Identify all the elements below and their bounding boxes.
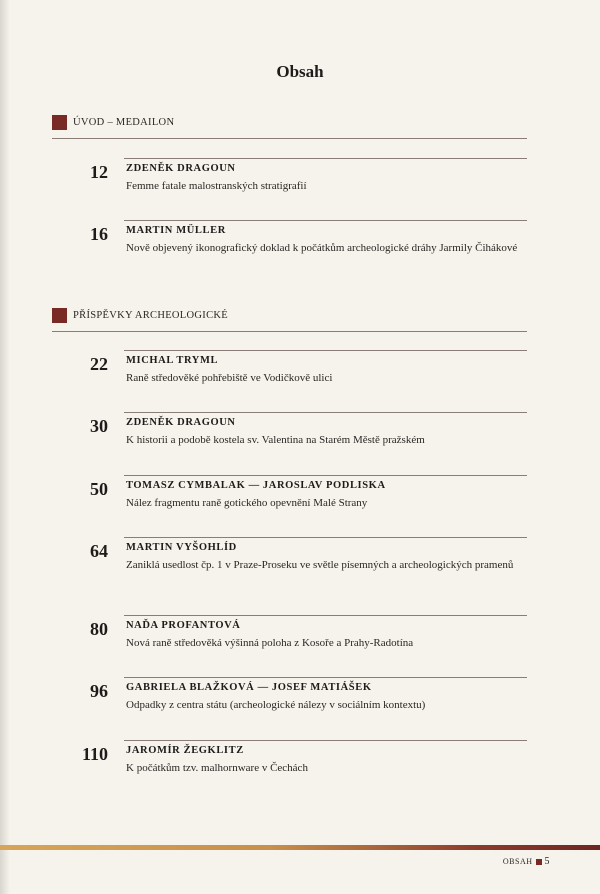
entry-author: MARTIN MÜLLER — [126, 225, 226, 236]
entry-author: ZDENĚK DRAGOUN — [126, 163, 236, 174]
entry-title: K historii a podobě kostela sv. Valentina na Starém Městě pražském — [126, 434, 425, 446]
entry-page-number: 30 — [90, 416, 108, 436]
entry-rule — [124, 412, 527, 413]
footer-page-number: 5 — [544, 856, 550, 867]
page-fold-shadow — [0, 0, 10, 894]
entry-page-number: 96 — [90, 681, 108, 701]
entry-rule — [124, 677, 527, 678]
section-marker-square — [52, 308, 67, 323]
entry-author: TOMASZ CYMBALAK — JAROSLAV PODLISKA — [126, 480, 386, 491]
footer-color-bar — [0, 845, 600, 850]
page-title: Obsah — [276, 62, 324, 81]
entry-page-number: 50 — [90, 479, 108, 499]
entry-title: Nová raně středověká výšinná poloha z Kosoře a Prahy-Radotína — [126, 637, 414, 649]
entry-title: Femme fatale malostranských stratigrafií — [126, 180, 307, 192]
entry-rule — [124, 537, 527, 538]
section-heading-prispevky — [52, 308, 228, 323]
entry-title: Zaniklá usedlost čp. 1 v Praze-Proseku ve světle písemných a archeologických pramenů — [126, 559, 514, 571]
entry-title: Raně středověké pohřebiště ve Vodičkově ulici — [126, 372, 333, 384]
entry-rule — [124, 475, 527, 476]
section-heading-uvod — [52, 115, 174, 130]
entry-title: Odpadky z centra státu (archeologické nálezy v sociálním kontextu) — [126, 699, 426, 711]
entry-page-number: 64 — [90, 541, 108, 561]
entry-title: Nález fragmentu raně gotického opevnění Malé Strany — [126, 497, 368, 509]
entry-page-number: 12 — [90, 162, 108, 182]
entry-page-number: 80 — [90, 619, 108, 639]
section-divider — [52, 138, 527, 139]
entry-author: MICHAL TRYML — [126, 355, 219, 366]
section-label: PŘÍSPĚVKY ARCHEOLOGICKÉ — [73, 310, 228, 321]
entry-author: ZDENĚK DRAGOUN — [126, 417, 236, 428]
entry-page-number: 110 — [81, 744, 108, 764]
footer-marker-square — [536, 859, 542, 865]
entry-page-number: 22 — [90, 354, 108, 374]
entry-author: GABRIELA BLAŽKOVÁ — JOSEF MATIÁŠEK — [126, 682, 372, 693]
footer-label: OBSAH — [502, 857, 533, 866]
page-footer — [503, 856, 550, 867]
entry-rule — [124, 350, 527, 351]
entry-rule — [124, 740, 527, 741]
entry-author: JAROMÍR ŽEGKLITZ — [126, 745, 244, 756]
entry-page-number: 16 — [90, 224, 108, 244]
entry-author: MARTIN VYŠOHLÍD — [126, 542, 237, 553]
entry-title: K počátkům tzv. malhornware v Čechách — [126, 762, 308, 774]
section-marker-square — [52, 115, 67, 130]
section-divider — [52, 331, 527, 332]
entry-rule — [124, 158, 527, 159]
entry-rule — [124, 615, 527, 616]
entry-title: Nově objevený ikonografický doklad k počátkům archeologické dráhy Jarmily Čihákové — [126, 242, 518, 254]
entry-author: NAĎA PROFANTOVÁ — [126, 620, 241, 631]
entry-rule — [124, 220, 527, 221]
section-label: ÚVOD – MEDAILON — [73, 117, 175, 128]
